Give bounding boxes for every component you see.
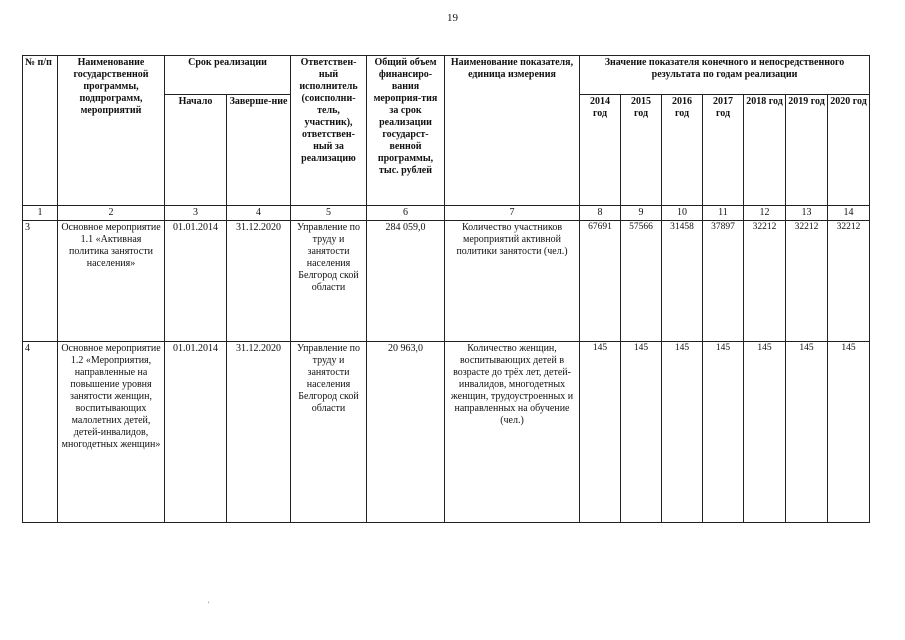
header-end: Заверше-ние bbox=[227, 95, 291, 206]
value-2016: 145 bbox=[662, 342, 703, 523]
row-number: 3 bbox=[23, 221, 58, 342]
column-number: 2 bbox=[58, 206, 165, 221]
header-funding: Общий объем финансиро-вания мероприя-тия за срок реализации государст-венной программы, тыс. рублей bbox=[367, 56, 445, 206]
column-number: 10 bbox=[662, 206, 703, 221]
program-table bbox=[22, 55, 870, 523]
header-indicator: Наименование показателя, единица измерения bbox=[445, 56, 580, 206]
header-start: Начало bbox=[165, 95, 227, 206]
funding-amount: 284 059,0 bbox=[367, 221, 445, 342]
value-2017: 37897 bbox=[703, 221, 744, 342]
page-number: 19 bbox=[447, 12, 458, 24]
indicator-name: Количество женщин, воспитывающих детей в возрасте до трёх лет, детей-инвалидов, многодетных женщин, трудоустроенных и направленных на обучение (чел.) bbox=[445, 342, 580, 523]
column-number: 12 bbox=[744, 206, 786, 221]
value-2019: 145 bbox=[786, 342, 828, 523]
value-2014: 145 bbox=[580, 342, 621, 523]
value-2015: 57566 bbox=[621, 221, 662, 342]
header-year-2015: 2015 год bbox=[621, 95, 662, 206]
end-date: 31.12.2020 bbox=[227, 221, 291, 342]
header-period: Срок реализации bbox=[165, 56, 291, 95]
column-number-row bbox=[23, 206, 870, 221]
header-year-2020: 2020 год bbox=[828, 95, 870, 206]
value-2018: 32212 bbox=[744, 221, 786, 342]
row-number: 4 bbox=[23, 342, 58, 523]
column-number: 4 bbox=[227, 206, 291, 221]
column-number: 14 bbox=[828, 206, 870, 221]
column-number: 13 bbox=[786, 206, 828, 221]
table-row bbox=[23, 342, 870, 523]
start-date: 01.01.2014 bbox=[165, 342, 227, 523]
column-number: 7 bbox=[445, 206, 580, 221]
start-date: 01.01.2014 bbox=[165, 221, 227, 342]
value-2015: 145 bbox=[621, 342, 662, 523]
executor: Управление по труду и занятости населения Белгород ской области bbox=[291, 342, 367, 523]
funding-amount: 20 963,0 bbox=[367, 342, 445, 523]
value-2014: 67691 bbox=[580, 221, 621, 342]
executor: Управление по труду и занятости населения Белгород ской области bbox=[291, 221, 367, 342]
end-date: 31.12.2020 bbox=[227, 342, 291, 523]
header-name: Наименование государственной программы, подпрограмм, мероприятий bbox=[58, 56, 165, 206]
value-2020: 32212 bbox=[828, 221, 870, 342]
column-number: 8 bbox=[580, 206, 621, 221]
header-year-2014: 2014 год bbox=[580, 95, 621, 206]
header-year-2016: 2016 год bbox=[662, 95, 703, 206]
header-values: Значение показателя конечного и непосредственного результата по годам реализации bbox=[580, 56, 870, 95]
value-2016: 31458 bbox=[662, 221, 703, 342]
header-year-2017: 2017 год bbox=[703, 95, 744, 206]
header-executor: Ответствен-ный исполнитель (соисполни-тель, участник), ответствен-ный за реализацию bbox=[291, 56, 367, 206]
scan-speck: ' bbox=[208, 600, 210, 609]
column-number: 1 bbox=[23, 206, 58, 221]
indicator-name: Количество участников мероприятий активной политики занятости (чел.) bbox=[445, 221, 580, 342]
header-year-2018: 2018 год bbox=[744, 95, 786, 206]
column-number: 6 bbox=[367, 206, 445, 221]
measure-name: Основное мероприятие 1.1 «Активная политика занятости населения» bbox=[58, 221, 165, 342]
column-number: 9 bbox=[621, 206, 662, 221]
column-number: 11 bbox=[703, 206, 744, 221]
column-number: 3 bbox=[165, 206, 227, 221]
value-2017: 145 bbox=[703, 342, 744, 523]
header-num: № п/п bbox=[23, 56, 58, 206]
table-row bbox=[23, 221, 870, 342]
value-2019: 32212 bbox=[786, 221, 828, 342]
column-number: 5 bbox=[291, 206, 367, 221]
value-2020: 145 bbox=[828, 342, 870, 523]
measure-name: Основное мероприятие 1.2 «Мероприятия, направленные на повышение уровня занятости женщин, воспитывающих малолетних детей, детей-инвалидов, многодетных женщин» bbox=[58, 342, 165, 523]
value-2018: 145 bbox=[744, 342, 786, 523]
header-year-2019: 2019 год bbox=[786, 95, 828, 206]
